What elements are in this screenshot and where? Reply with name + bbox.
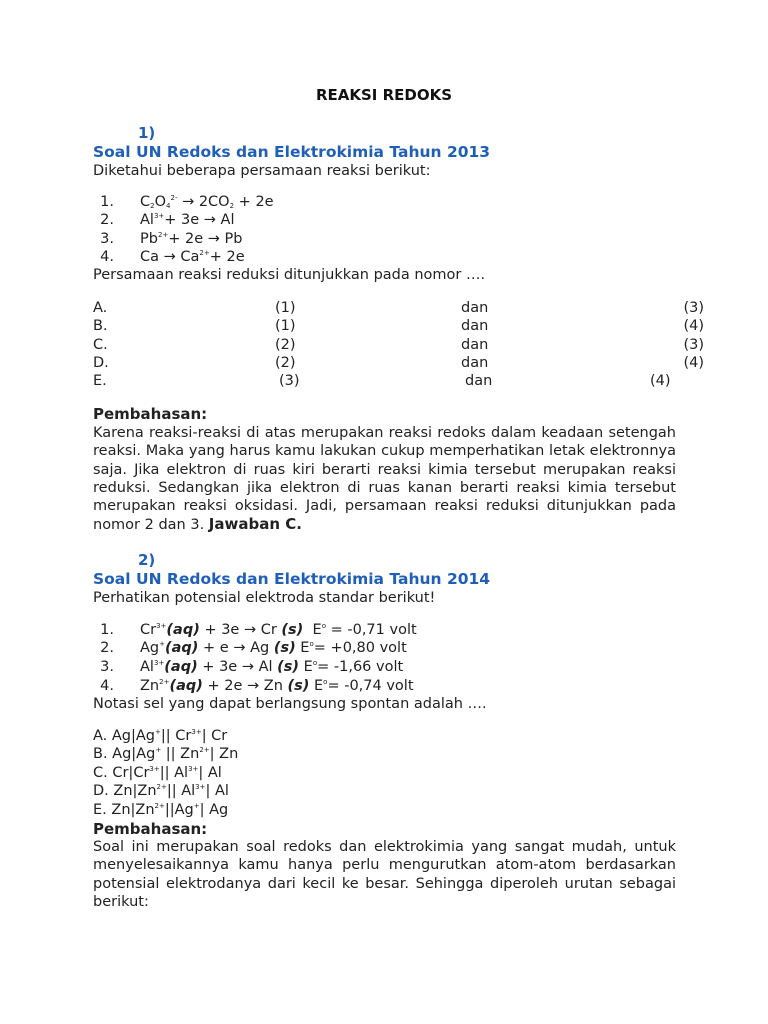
q2-option-d: D. $Zn|Zn^{2+}||$ $Al^{3+}|$ Al — [93, 783, 229, 799]
q1-equation-4: $Ca \to Ca^{2+}+ 2e$ — [140, 249, 245, 265]
q1-eq-number: 2. — [100, 212, 114, 228]
q1-option-a: A. (1) dan (3) — [93, 300, 704, 316]
question-2-discussion-label: Pembahasan: — [93, 820, 208, 838]
question-2-number: 2) — [138, 551, 156, 569]
q1-eq-number: 3. — [100, 231, 114, 247]
question-1-answer: Jawaban C. — [208, 515, 302, 534]
q1-equation-2: $Al^{3+}+ 3e \to Al$ — [140, 212, 235, 228]
q2-equation-2: Ag+(aq) + e → Ag (s) $E^o= +0,80$ volt — [140, 640, 407, 656]
q2-equation-3: $Al^{3+}(aq) + 3e \to Al$ (s) $E^o= -1,66$ volt — [140, 659, 404, 675]
q2-option-b: B. Ag|Ag+ || $Zn^{2+}|$ Zn — [93, 746, 239, 762]
q2-eq-number: 1. — [100, 622, 114, 638]
q1-option-d: D. (2) dan (4) — [93, 355, 704, 371]
q2-eq-number: 2. — [100, 640, 114, 656]
question-1-number: 1) — [138, 124, 156, 142]
q1-eq-number: 4. — [100, 249, 114, 265]
question-1-intro: Diketahui beberapa persamaan reaksi berikut: — [93, 163, 431, 179]
q1-equation-1: $C_2O_4^{2-} \to 2CO_2 + 2e$ — [140, 194, 274, 210]
q2-option-a: A. Ag|Ag+|| $Cr^{3+}|$ Cr — [93, 728, 228, 744]
q2-equation-1: $Cr^{3+}(aq) + 3e \to Cr$ (s) $E^o = -0,71$ volt — [140, 622, 417, 638]
question-1-discussion-label: Pembahasan: — [93, 405, 208, 423]
page-title: REAKSI REDOKS — [315, 86, 453, 104]
question-2-prompt: Notasi sel yang dapat berlangsung spontan adalah …. — [93, 696, 487, 712]
q2-eq-number: 4. — [100, 678, 114, 694]
question-2-intro: Perhatikan potensial elektroda standar berikut! — [93, 590, 436, 606]
q2-eq-number: 3. — [100, 659, 114, 675]
question-2-discussion: Soal ini merupakan soal redoks dan elektrokimia yang sangat mudah, untuk menyelesaikannya kamu hanya perlu mengurutkan atom-atom berdasarkan potensial elektrodanya dari kecil ke besar. Sehingga diperoleh urutan sebagai berikut: — [93, 839, 676, 910]
q2-equation-4: $Zn^{2+}(aq) + 2e \to Zn$ (s) $E^o= -0,74$ volt — [140, 678, 414, 694]
q2-option-e: E. $Zn|Zn^{2+}||Ag^+|$ Ag — [93, 802, 229, 818]
q1-option-b: B. (1) dan (4) — [93, 318, 704, 334]
q1-equation-3: $Pb^{2+}+ 2e \to Pb$ — [140, 231, 243, 247]
question-1-prompt: Persamaan reaksi reduksi ditunjukkan pada nomor …. — [93, 267, 486, 283]
q2-option-c: C. $Cr|Cr^{3+}||$ $Al^{3+}|$ Al — [93, 765, 222, 781]
q1-option-e: E. (3) dan (4) — [93, 373, 671, 389]
q1-eq-number: 1. — [100, 194, 114, 210]
question-2-heading: Soal UN Redoks dan Elektrokimia Tahun 2014 — [93, 570, 491, 588]
question-1-heading: Soal UN Redoks dan Elektrokimia Tahun 2013 — [93, 143, 491, 161]
question-1-discussion: Karena reaksi-reaksi di atas merupakan reaksi redoks dalam keadaan setengah reaksi. Maka yang harus kamu lakukan cukup memperhatikan letak elektronnya saja. Jika elektron di ruas kiri berarti reaksi kimia tersebut merupakan reaksi reduksi. Sedangkan jika elektron di ruas kanan berarti reaksi kimia tersebut merupakan reaksi oksidasi. Jadi, persamaan reaksi reduksi ditunjukkan pada nomor 2 dan 3. Jawaban C. — [93, 425, 676, 534]
q1-option-c: C. (2) dan (3) — [93, 337, 704, 353]
